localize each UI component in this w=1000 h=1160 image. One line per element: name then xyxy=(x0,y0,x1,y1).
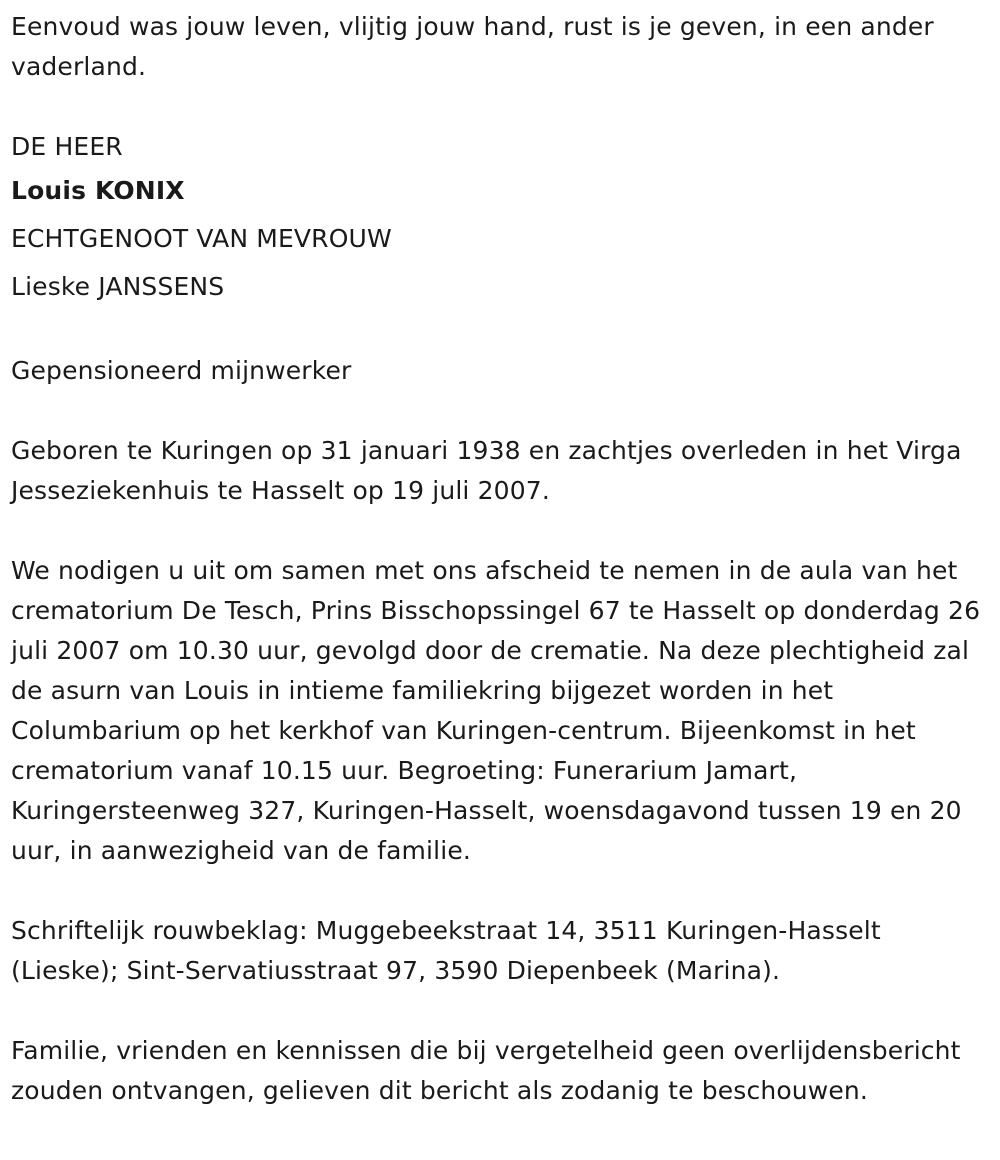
spouse-name: Lieske JANSSENS xyxy=(11,272,225,301)
notice-text: Familie, vrienden en kennissen die bij vergetelheid geen overlijdensbericht zouden ontvangen, gelieven dit bericht als zodanig te beschouwen. xyxy=(11,1036,961,1105)
obituary-document xyxy=(11,7,993,1111)
condolences-text: Schriftelijk rouwbeklag: Muggebeekstraat 14, 3511 Kuringen-Hasselt (Lieske); Sint-Servatiusstraat 97, 3590 Diepenbeek (Marina). xyxy=(11,916,881,985)
birth-death-text: Geboren te Kuringen op 31 januari 1938 en zachtjes overleden in het Virga Jesseziekenhuis te Hasselt op 19 juli 2007. xyxy=(11,436,962,505)
ceremony-text: We nodigen u uit om samen met ons afscheid te nemen in de aula van het crematorium De Tesch, Prins Bisschopssingel 67 te Hasselt op donderdag 26 juli 2007 om 10.30 uur, gevolgd door de crematie. Na deze plechtigheid zal de asurn van Louis in intieme familiekring bijgezet worden in het Columbarium op het kerkhof van Kuringen-centrum. Bijeenkomst in het crematorium vanaf 10.15 uur. Begroeting: Funerarium Jamart, Kuringersteenweg 327, Kuringen-Hasselt, woensdagavond tussen 19 en 20 uur, in aanwezigheid van de familie. xyxy=(11,556,981,865)
occupation-text: Gepensioneerd mijnwerker xyxy=(11,356,352,385)
spouse-label: ECHTGENOOT VAN MEVROUW xyxy=(11,224,392,253)
deceased-name: Louis KONIX xyxy=(11,176,185,205)
motto-text: Eenvoud was jouw leven, vlijtig jouw hand, rust is je geven, in een ander vaderland. xyxy=(11,12,934,81)
title-text: DE HEER xyxy=(11,132,123,161)
